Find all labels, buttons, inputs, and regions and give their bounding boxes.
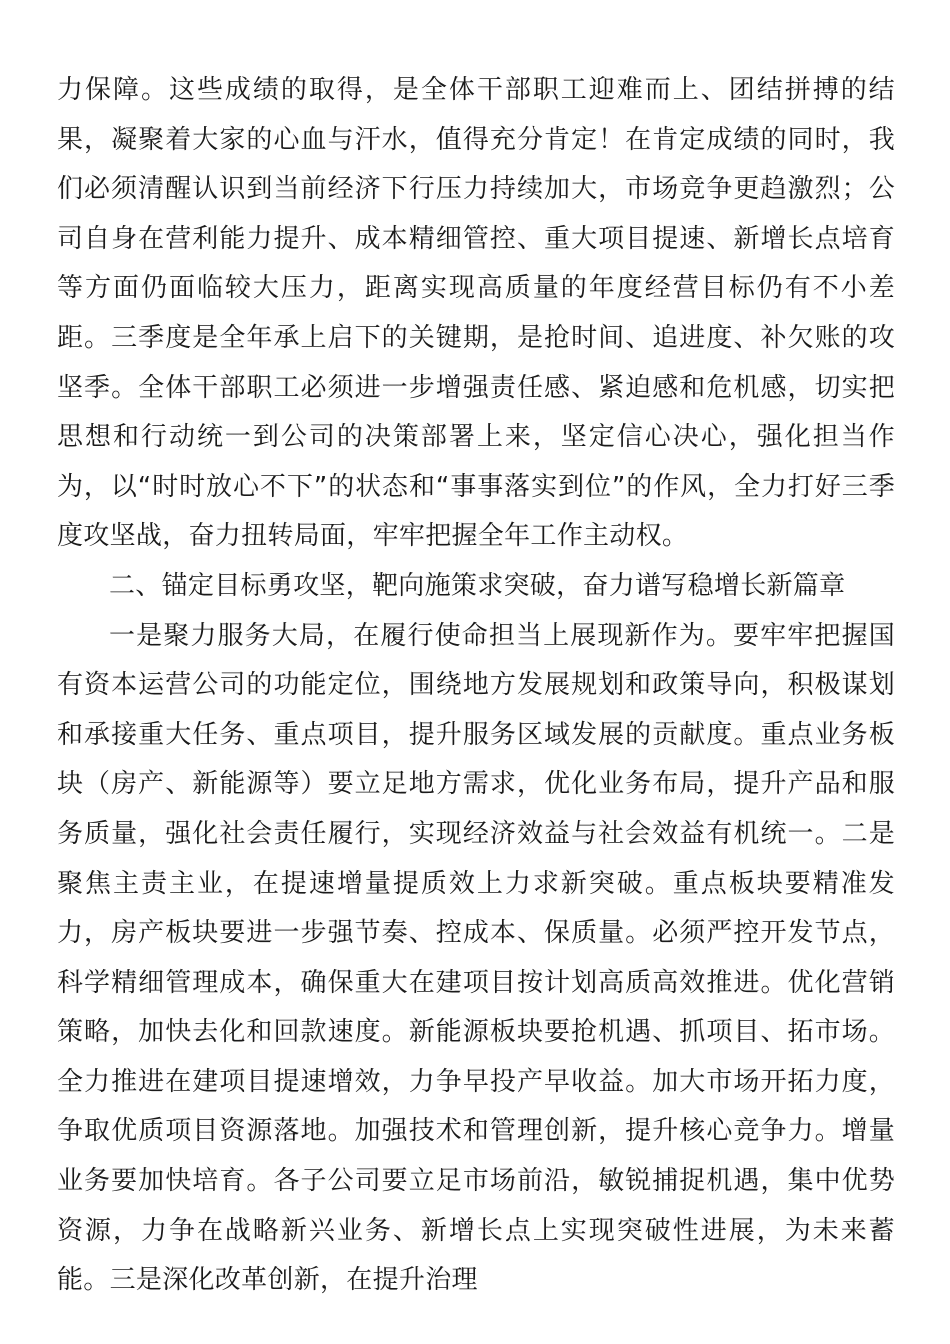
paragraph-continuation: 力保障。这些成绩的取得，是全体干部职工迎难而上、团结拼搏的结果，凝聚着大家的心血与汗水，值得充分肯定！在肯定成绩的同时，我们必须清醒认识到当前经济下行压力持续加大，市场竞争更趋激烈；公司自身在营利能力提升、成本精细管控、重大项目提速、新增长点培育等方面仍面临较大压力，距离实现高质量的年度经营目标仍有不小差距。三季度是全年承上启下的关键期，是抢时间、追进度、补欠账的攻坚季。全体干部职工必须进一步增强责任感、紧迫感和危机感，切实把思想和行动统一到公司的决策部署上来，坚定信心决心，强化担当作为，以“时时放心不下”的状态和“事事落实到位”的作风，全力打好三季度攻坚战，奋力扭转局面，牢牢把握全年工作主动权。 (57, 75, 895, 552)
paragraph-body: 一是聚力服务大局，在履行使命担当上展现新作为。要牢牢把握国有资本运营公司的功能定位，围绕地方发展规划和政策导向，积极谋划和承接重大任务、重点项目，提升服务区域发展的贡献度。重点业务板块（房产、新能源等）要立足地方需求，优化业务布局，提升产品和服务质量，强化社会责任履行，实现经济效益与社会效益有机统一。二是聚焦主责主业，在提速增量提质效上力求新突破。重点板块要精准发力，房产板块要进一步强节奏、控成本、保质量。必须严控开发节点，科学精细管理成本，确保重大在建项目按计划高质高效推进。优化营销策略，加快去化和回款速度。新能源板块要抢机遇、抓项目、拓市场。全力推进在建项目提速增效，力争早投产早收益。加大市场开拓力度，争取优质项目资源落地。加强技术和管理创新，提升核心竞争力。增量业务要加快培育。各子公司要立足市场前沿，敏锐捕捉机遇，集中优势资源，力争在战略新兴业务、新增长点上实现突破性进展，为未来蓄能。三是深化改革创新，在提升治理 (57, 620, 895, 1296)
document-body (57, 66, 895, 1306)
section-heading: 二、锚定目标勇攻坚，靶向施策求突破，奋力谱写稳增长新篇章 (109, 570, 846, 601)
